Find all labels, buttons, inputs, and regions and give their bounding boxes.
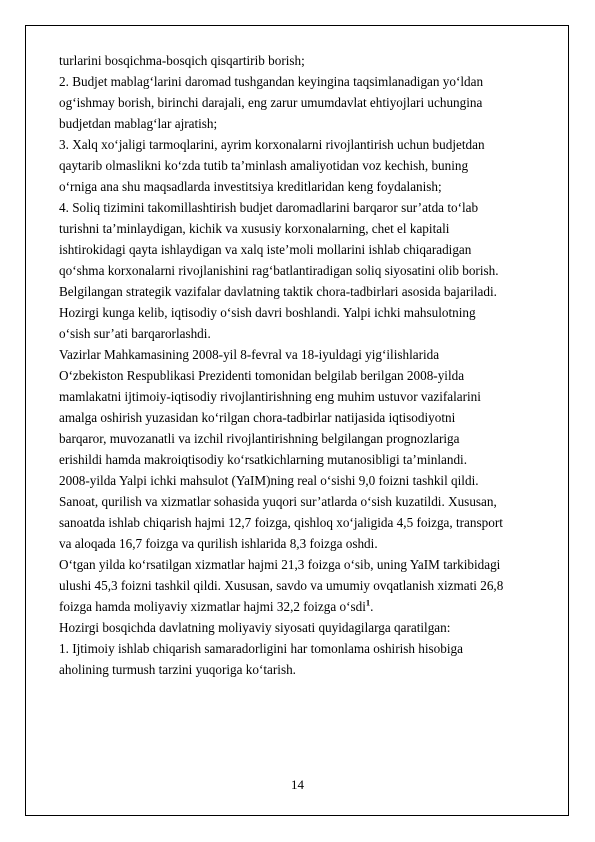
text-line: 3. Xalq xo‘jaligi tarmoqlarini, ayrim korxonalarni rivojlantirish uchun budjetdan bbox=[59, 137, 485, 152]
text-line: og‘ishmay borish, birinchi darajali, eng zarur umumdavlat ehtiyojlari uchungina bbox=[59, 95, 483, 110]
text-line: 1. Ijtimoiy ishlab chiqarish samaradorligini har tomonlama oshirish hisobiga bbox=[59, 641, 463, 656]
text-line: turlarini bosqichma-bosqich qisqartirib borish; bbox=[59, 53, 305, 68]
text-line: 4. Soliq tizimini takomillashtirish budjet daromadlarini barqaror sur’atda to‘lab bbox=[59, 200, 479, 215]
text-line: sanoatda ishlab chiqarish hajmi 12,7 foizga, qishloq xo‘jaligida 4,5 foizga, transport bbox=[59, 515, 503, 530]
text-line: Hozirgi bosqichda davlatning moliyaviy siyosati quyidagilarga qaratilgan: bbox=[59, 620, 451, 635]
text-line: turishni ta’minlaydigan, kichik va xususiy korxonalarning, chet el kapitali bbox=[59, 221, 450, 236]
text-line: erishildi hamda makroiqtisodiy ko‘rsatkichlarning mutanosibligi ta’minlandi. bbox=[59, 452, 468, 467]
text-line: O‘zbekiston Respublikasi Prezidenti tomonidan belgilab berilgan 2008-yilda bbox=[59, 368, 465, 383]
text-line: ishtirokidagi qayta ishlaydigan va xalq iste’moli mollarini ishlab chiqaradigan bbox=[59, 242, 472, 257]
text-line: Vazirlar Mahkamasining 2008-yil 8-fevral va 18-iyuldagi yig‘ilishlarida bbox=[59, 347, 440, 362]
text-line: aholining turmush tarzini yuqoriga ko‘tarish. bbox=[59, 662, 296, 677]
line-end-period: . bbox=[370, 599, 374, 614]
text-line: 2008-yilda Yalpi ichki mahsulot (YaIM)ning real o‘sishi 9,0 foizni tashkil qildi. bbox=[59, 473, 479, 488]
text-line: Sanoat, qurilish va xizmatlar sohasida yuqori sur’atlarda o‘sish kuzatildi. Xususan, bbox=[59, 494, 497, 509]
text-line: qo‘shma korxonalarni rivojlanishini rag‘batlantiradigan soliq siyosatini olib borish. bbox=[59, 263, 499, 278]
text-line: ulushi 45,3 foizni tashkil qildi. Xususan, savdo va umumiy ovqatlanish xizmati 26,8 bbox=[59, 578, 504, 593]
text-line: o‘rniga ana shu maqsadlarda investitsiya kreditlaridan keng foydalanish; bbox=[59, 179, 442, 194]
text-line-body: foizga hamda moliyaviy xizmatlar hajmi 32,2 foizga o‘sdi bbox=[59, 599, 366, 614]
text-line: Hozirgi kunga kelib, iqtisodiy o‘sish davri boshlandi. Yalpi ichki mahsulotning bbox=[59, 305, 476, 320]
text-line: amalga oshirish yuzasidan ko‘rilgan chora-tadbirlar natijasida iqtisodiyotni bbox=[59, 410, 456, 425]
footnote-marker[interactable]: 1 bbox=[365, 597, 371, 608]
text-line: o‘sish sur’ati barqarorlashdi. bbox=[59, 326, 211, 341]
text-line: O‘tgan yilda ko‘rsatilgan xizmatlar hajmi 21,3 foizga o‘sib, uning YaIM tarkibidagi bbox=[59, 557, 501, 572]
text-line: Belgilangan strategik vazifalar davlatning taktik chora-tadbirlari asosida bajariladi. bbox=[59, 284, 497, 299]
text-line: mamlakatni ijtimoiy-iqtisodiy rivojlantirishning eng muhim ustuvor vazifalarini bbox=[59, 389, 481, 404]
text-line: budjetdan mablag‘lar ajratish; bbox=[59, 116, 218, 131]
text-line: barqaror, muvozanatli va izchil rivojlantirishning belgilangan prognozlariga bbox=[59, 431, 460, 446]
text-line-with-footnote bbox=[59, 597, 373, 617]
text-line: va aloqada 16,7 foizga va qurilish ishlarida 8,3 foizga oshdi. bbox=[59, 536, 378, 551]
page-number: 14 bbox=[291, 777, 304, 792]
text-line: 2. Budjet mablag‘larini daromad tushgandan keyingina taqsimlanadigan yo‘ldan bbox=[59, 74, 484, 89]
text-line: qaytarib olmaslikni ko‘zda tutib ta’minlash amaliyotidan voz kechish, buning bbox=[59, 158, 469, 173]
